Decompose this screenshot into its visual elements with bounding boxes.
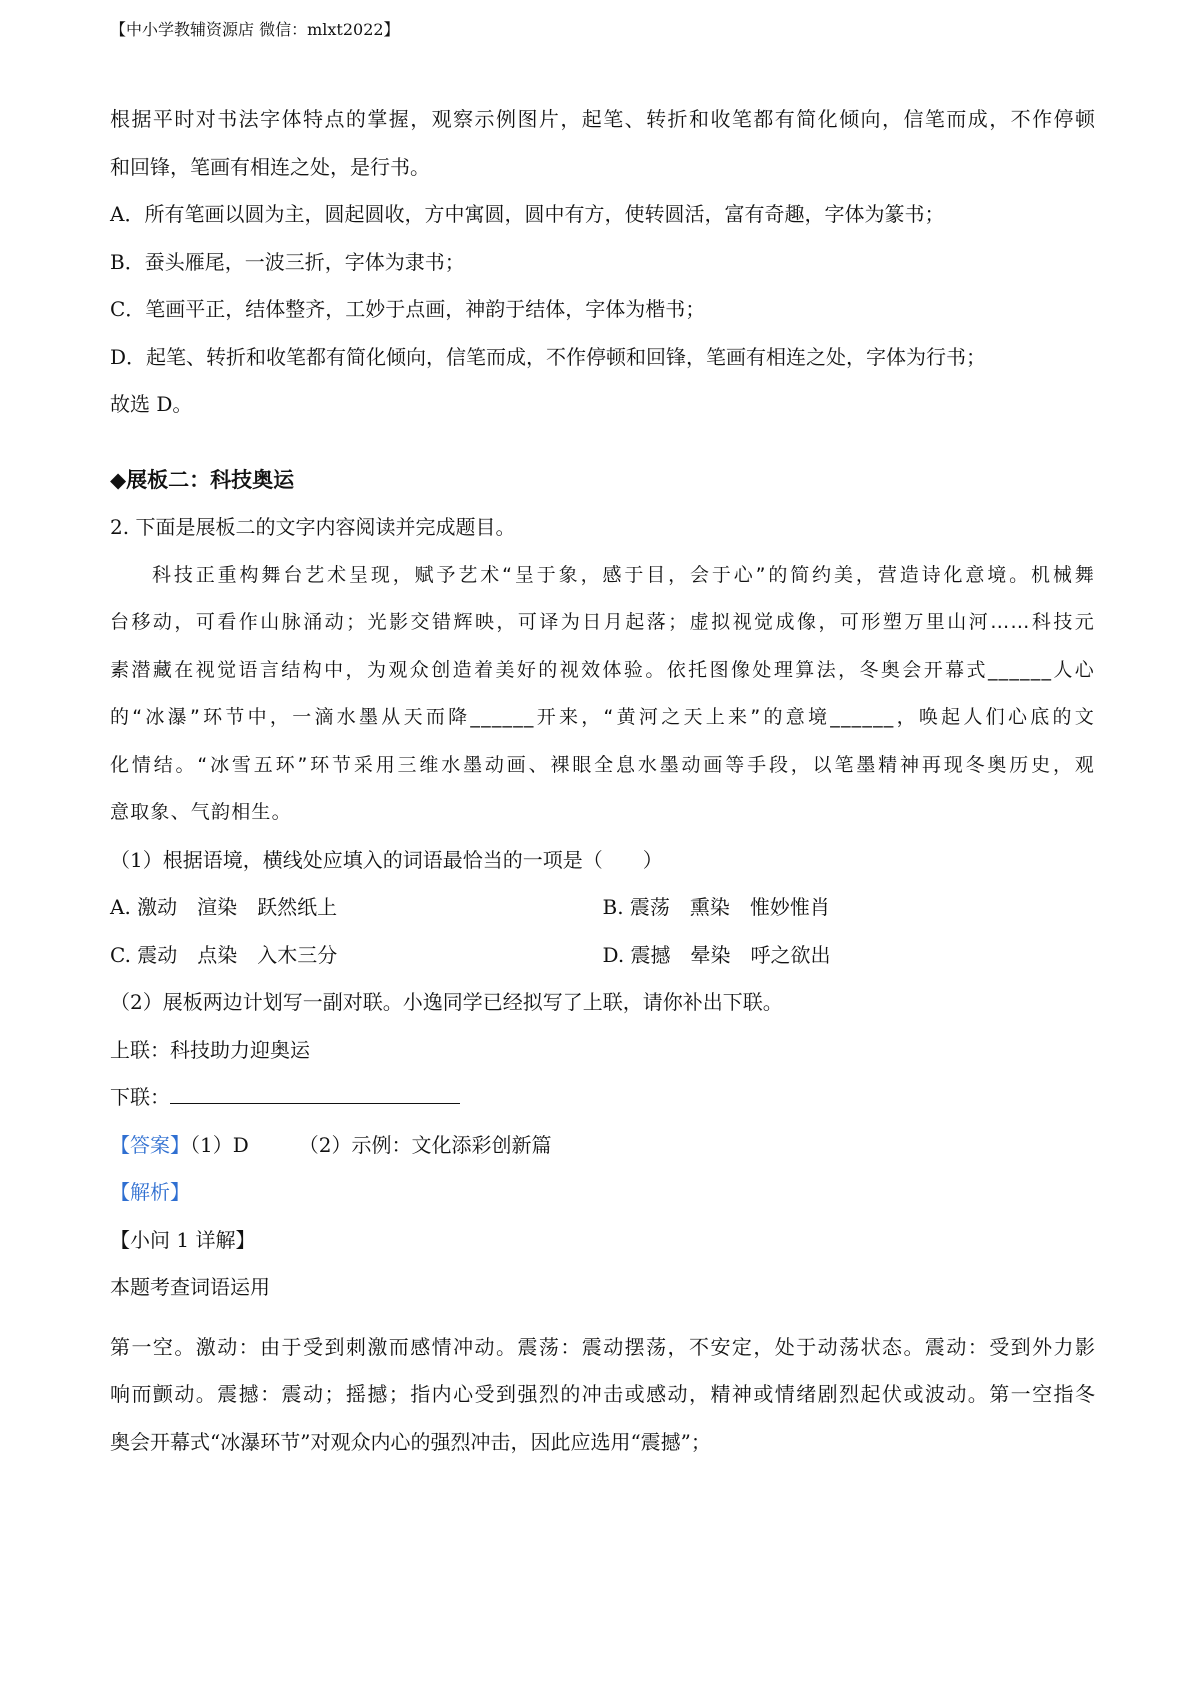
option-b: B. 震荡 熏染 惟妙惟肖: [602, 895, 830, 919]
sub-question-1: （1）根据语境，横线处应填入的词语最恰当的一项是（ ）: [110, 847, 663, 872]
section-heading: ◆展板二：科技奥运: [110, 467, 295, 492]
explanation-option-d: D．起笔、转折和收笔都有简化倾向，信笔而成，不作停顿和回锋，笔画有相连之处，字体为行书；: [110, 344, 987, 369]
option-c: C. 震动 点染 入木三分: [110, 942, 338, 967]
options-row-1: [110, 884, 1095, 932]
passage-line: 台移动，可看作山脉涌动；光影交错辉映，可译为日月起落；虚拟视觉成像，可形塑万里山河……科技元: [110, 611, 1095, 633]
analysis-gap: [110, 1312, 1095, 1324]
explanation-line-2: 和回锋，笔画有相连之处，是行书。: [110, 154, 430, 179]
passage-line: 素潜藏在视觉语言结构中，为观众创造着美好的视效体验。依托图像处理算法，冬奥会开幕式______人心: [110, 658, 1095, 681]
explanation-option-c: C．笔画平正，结体整齐，工妙于点画，神韵于结体，字体为楷书；: [110, 297, 706, 321]
explanation-option-a: A．所有笔画以圆为主，圆起圆收，方中寓圆，圆中有方，使转圆活，富有奇趣，字体为篆书；: [110, 202, 945, 226]
lower-couplet-label: 下联：: [110, 1085, 170, 1109]
passage-line: 意取象、气韵相生。: [110, 801, 292, 823]
sub-question-2: （2）展板两边计划写一副对联。小逸同学已经拟写了上联，请你补出下联。: [110, 990, 783, 1014]
explanation-option-b: B．蚕头雁尾，一波三折，字体为隶书；: [110, 249, 465, 274]
option-a: A. 激动 渲染 跃然纸上: [110, 895, 338, 919]
upper-couplet: 上联：科技助力迎奥运: [110, 1037, 310, 1062]
answer-label: 【答案】: [110, 1132, 190, 1157]
answer-line: [110, 1122, 1095, 1170]
analysis-intro: 本题考查词语运用: [110, 1275, 270, 1299]
analysis-line: 奥会开幕式“冰瀑环节”对观众内心的强烈冲击，因此应选用“震撼”；: [110, 1429, 711, 1454]
analysis-sub-label: 【小问 1 详解】: [110, 1227, 256, 1252]
explanation-line-1: 根据平时对书法字体特点的掌握，观察示例图片，起笔、转折和收笔都有简化倾向，信笔而成，不作停顿: [110, 107, 1095, 131]
question-stem: 2. 下面是展板二的文字内容阅读并完成题目。: [110, 515, 516, 539]
watermark-header: 【中小学教辅资源店 微信：mlxt2022】: [110, 20, 400, 39]
analysis-label: 【解析】: [110, 1180, 190, 1204]
section-gap: [110, 429, 1095, 457]
analysis-line: 第一空。激动：由于受到刺激而感情冲动。震荡：震动摆荡，不安定，处于动荡状态。震动：受到外力影: [110, 1334, 1095, 1359]
answer-blank-line: [170, 1085, 460, 1104]
analysis-line: 响而颤动。震撼：震动；摇撼；指内心受到强烈的冲击或感动，精神或情绪剧烈起伏或波动。第一空指冬: [110, 1382, 1095, 1406]
passage-line: 科技正重构舞台艺术呈现，赋予艺术“呈于象，感于目，会于心”的简约美，营造诗化意境。机械舞: [152, 563, 1095, 586]
document-content: [110, 96, 1095, 1466]
option-d: D. 震撼 晕染 呼之欲出: [602, 942, 831, 967]
options-row-2: [110, 932, 1095, 980]
passage-line: 的“冰瀑”环节中，一滴水墨从天而降______开来，“黄河之天上来”的意境______，唤起人们心底的文: [110, 706, 1095, 728]
explanation-conclusion: 故选 D。: [110, 392, 193, 416]
lower-couplet: [110, 1074, 1095, 1122]
reading-passage: [110, 552, 1095, 837]
answer-text: （1）D （2）示例：文化添彩创新篇: [190, 1132, 552, 1157]
passage-line: 化情结。“冰雪五环”环节采用三维水墨动画、裸眼全息水墨动画等手段，以笔墨精神再现冬奥历史，观: [110, 753, 1095, 776]
